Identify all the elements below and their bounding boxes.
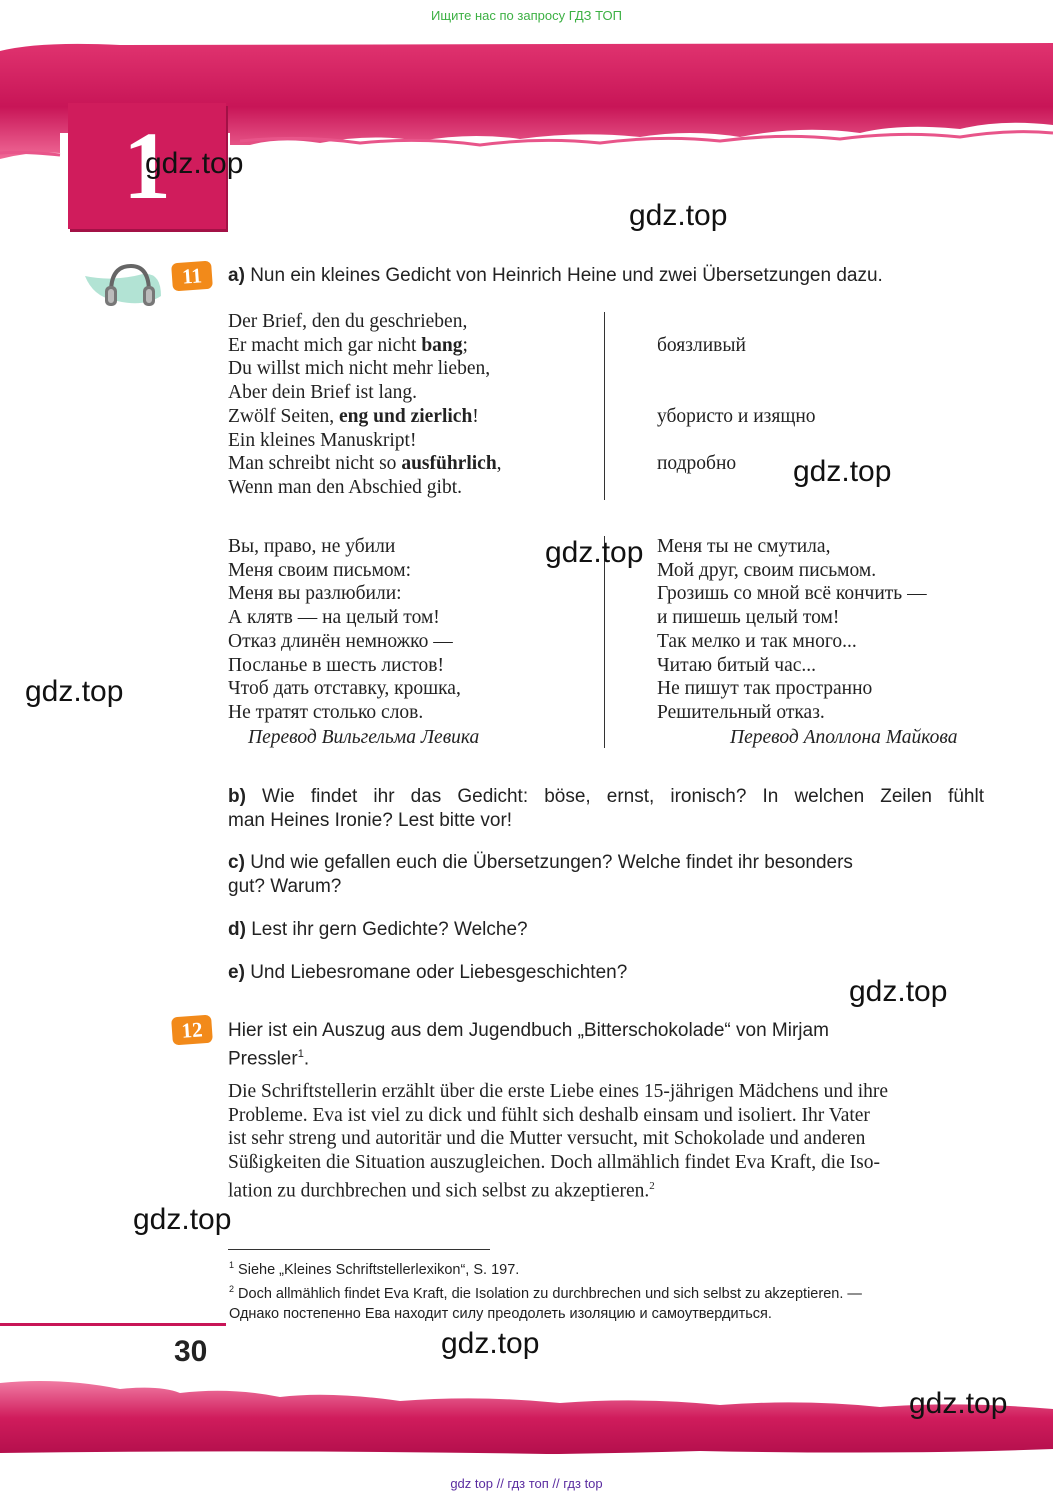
watermark: gdz.top [441,1327,540,1360]
poem-line: Не тратят столько слов. [228,701,424,723]
page-number: 30 [174,1335,208,1368]
task-12-paragraph [228,1080,984,1203]
task-11-badge: 11 [171,261,213,292]
task-11a [228,264,988,288]
poem-line: Man schreibt nicht so ausführlich, [228,453,502,475]
glossary-eng-zierlich: убористо и изящно [657,406,816,427]
poem-line: Du willst mich nicht mehr lieben, [228,358,491,380]
task-11b-line2: man Heines Ironie? Lest bitte vor! [228,809,513,831]
headphones-icon [83,256,163,316]
task-11c-line1: Und wie gefallen euch die Übersetzungen? Welche findet ihr besonders [250,852,853,873]
footnote-1: $^1$ Siehe „Kleines Schriftstellerlexikon“, S. 197. [229,1260,520,1278]
footnote-2: $^2$ Doch allmählich findet Eva Kraft, die Isolation zu durchbrechen und sich selbst zu akzeptieren. — [229,1284,862,1303]
paragraph-line: Die Schriftstellerin erzählt über die erste Liebe eines 15-jährigen Mädchens und ihre [228,1081,889,1102]
poem-line: Меня ты не смутила, [657,536,831,557]
poem-line: Чтоб дать отставку, крошка, [228,678,461,700]
poem-line: Посланье в шесть листов! [228,654,444,676]
poem-line: Отказ длинён немножко — [228,630,453,652]
poem-line: Грозишь со мной всё кончить — [657,583,927,605]
poem-line: Решительный отказ. [657,701,825,723]
poem-line: Мой друг, своим письмом. [657,559,877,581]
poem-line: Меня вы разлюбили: [228,583,402,605]
chapter-number: 1 [123,112,171,219]
poem-line: Меня своим письмом: [228,559,412,581]
task-11b-label: b) [228,786,246,807]
task-11e [228,961,627,985]
paragraph-line: Probleme. Eva ist viel zu dick und fühlt sich deshalb einsam und isoliert. Ihr Vater [228,1104,870,1126]
task-11d-text: Lest ihr gern Gedichte? Welche? [251,919,528,940]
textbook-page [0,33,1053,1466]
task-11a-label: a) [228,265,245,286]
watermark: gdz.top [909,1387,1008,1420]
task-11b [228,785,984,832]
poem-line: А клятв — на целый том! [228,607,440,629]
poem-line: Ein kleines Manuskript! [228,429,417,451]
bottom-links-banner[interactable]: gdz top // гдз топ // гдз top [450,1476,603,1491]
watermark: gdz.top [793,455,892,488]
task-12-badge: 12 [171,1015,213,1046]
footnote-2-translation: Однако постепенно Ева находит силу преодолеть изоляцию и самоутвердиться. [229,1305,772,1322]
watermark: gdz.top [145,147,244,180]
top-search-banner[interactable]: Ищите нас по запросу ГДЗ ТОП [431,8,622,23]
poem-line: и пишешь целый том! [657,607,840,629]
poem-line: Не пишут так пространно [657,678,873,700]
footer-brush-decoration [0,1363,1053,1466]
task-11e-label: e) [228,962,245,983]
poem-line: Так мелко и так много... [657,630,857,652]
footer-rule [0,1323,226,1326]
glossary-bang: боязливый [657,335,746,356]
task-11d-label: d) [228,919,246,940]
translator-levik: Перевод Вильгельма Левика [248,727,480,748]
paragraph-line: Süßigkeiten die Situation auszugleichen. Doch allmählich findet Eva Kraft, die Iso- [228,1152,880,1174]
footnote-rule [228,1249,490,1250]
watermark: gdz.top [545,536,644,569]
poem-line: Читаю битый час... [657,654,816,676]
poem-translation-levik [228,535,461,725]
translator-maikov: Перевод Аполлона Майкова [730,727,958,748]
watermark: gdz.top [133,1203,232,1236]
poem-line: Aber dein Brief ist lang. [228,382,417,404]
watermark: gdz.top [849,975,948,1008]
watermark: gdz.top [25,675,124,708]
task-11e-text: Und Liebesromane oder Liebesgeschichten? [250,962,628,983]
task-11a-text: Nun ein kleines Gedicht von Heinrich Heine und zwei Übersetzungen dazu. [250,265,883,286]
watermark: gdz.top [629,199,728,232]
footnote-ref-1: 1 [297,1047,304,1060]
task-11c [228,851,984,898]
poem-translation-maikov [657,535,927,725]
task-11d [228,918,528,942]
task-12-intro: Hier ist ein Auszug aus dem Jugendbuch „Bitterschokolade“ von Mirjam Pressler$^1$. [228,1019,984,1070]
poem-line: Der Brief, den du geschrieben, [228,311,468,332]
task-11c-label: c) [228,852,245,873]
task-11b-line1: Wie findet ihr das Gedicht: böse, ernst, ironisch? In welchen Zeilen fühlt [262,786,984,807]
glossary-ausfuehrlich: подробно [657,453,737,474]
poem-line: Zwölf Seiten, eng und zierlich! [228,405,479,427]
poem-line: Er macht mich gar nicht bang; [228,334,468,356]
paragraph-line: ist sehr streng und autoritär und die Mutter versucht, mit Schokolade und anderen [228,1128,866,1150]
task-12-intro-line2: Pressler [228,1047,298,1069]
footnotes [229,1256,862,1324]
task-11c-line2: gut? Warum? [228,875,342,897]
paragraph-line: lation zu durchbrechen und sich selbst zu akzeptieren. [228,1180,650,1202]
footnote-ref-2: 2 [649,1179,655,1192]
poem-line: Wenn man den Abschied gibt. [228,476,463,498]
poem-line: Вы, право, не убили [228,536,396,557]
task-12-intro-line1: Hier ist ein Auszug aus dem Jugendbuch „Bitterschokolade“ von Mirjam [228,1020,829,1041]
column-divider-top [604,312,605,500]
poem-heine-german [228,310,502,500]
